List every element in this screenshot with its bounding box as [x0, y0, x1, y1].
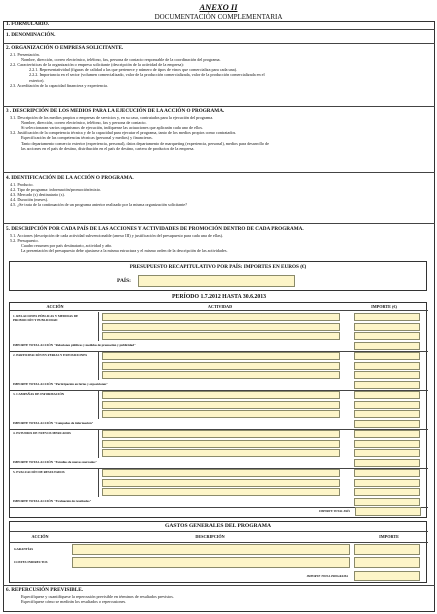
- period-title: PERÍODO 1.7.2012 HASTA 30.6.2013: [171, 294, 267, 300]
- activity-input[interactable]: [102, 410, 340, 418]
- activity-input[interactable]: [102, 479, 340, 487]
- section-identificacion: [3, 173, 435, 224]
- general-col-descripcion: DESCRIPCIÓN: [195, 534, 225, 539]
- s3-line-2: Nombre, dirección, correo electrónico, teléfono, fax y persona de contacto.: [21, 119, 147, 125]
- total-programa-input[interactable]: [354, 571, 420, 581]
- activity-input[interactable]: [102, 391, 340, 399]
- action-total-input[interactable]: [354, 342, 420, 350]
- activity-input[interactable]: [102, 313, 340, 321]
- section-descripcion-acciones: [3, 224, 435, 260]
- action-column-divider: [98, 429, 99, 458]
- action-name: 4. ESTUDIOS DE NUEVOS MERCADOS: [13, 431, 71, 435]
- activity-input[interactable]: [102, 488, 340, 496]
- total-programa-label: IMPORTE TOTAL PROGRAMA: [306, 574, 348, 578]
- s2-line-2: Nombre, dirección, correo electrónico, teléfono, fax, persona de contacto responsable de la coordinación del programa.: [21, 56, 221, 62]
- s3-line-3: Si seleccionaran varios organismos de ejecución, indíquense las actuaciones que aplicarán cada uno de ellos.: [21, 124, 204, 130]
- general-row-garantias-label: GARANTÍAS: [14, 547, 34, 551]
- col-header-actividad: ACTIVIDAD: [207, 304, 233, 309]
- amount-input[interactable]: [354, 469, 420, 477]
- amount-input[interactable]: [354, 488, 420, 496]
- s4-line-3: 4.3. Mercado (s) destinatario (s).: [10, 191, 65, 197]
- amount-input[interactable]: [354, 313, 420, 321]
- s2-line-3: 2.2. Características de la organización o empresa solicitante (descripción de la actividad de la empresa):: [10, 61, 184, 67]
- amount-input[interactable]: [354, 440, 420, 448]
- amount-input[interactable]: [354, 362, 420, 370]
- action-total-input[interactable]: [354, 381, 420, 389]
- amount-input[interactable]: [354, 430, 420, 438]
- action-column-divider: [98, 351, 99, 380]
- activity-input[interactable]: [102, 332, 340, 340]
- section-organizacion-title: 2. ORGANIZACIÓN O EMPRESA SOLICITANTE.: [6, 45, 124, 51]
- activity-input[interactable]: [102, 401, 340, 409]
- action-column-divider: [98, 390, 99, 419]
- section-repercusion: [3, 585, 435, 604]
- general-row-costes-label: COSTES INDIRECTOS: [14, 560, 48, 564]
- general-col-accion: ACCIÓN: [31, 534, 49, 539]
- action-column-divider: [98, 468, 99, 497]
- activity-input[interactable]: [102, 430, 340, 438]
- activity-input[interactable]: [102, 371, 340, 379]
- country-label: PAÍS:: [117, 278, 131, 284]
- s2-line-4: 2.2.1. Representatividad (figuras de calidad a las que pertenece y número de tipos de vinos que comercializa para cada una).: [29, 67, 238, 73]
- action-name: 3. CAMPAÑAS DE INFORMACIÓN: [13, 392, 65, 396]
- action-total-input[interactable]: [354, 498, 420, 506]
- budget-title: PRESUPUESTO RECAPITULATIVO POR PAÍS: IMPORTES EN EUROS (€): [129, 264, 307, 270]
- action-name: 1. RELACIONES PÚBLICAS Y MEDIDAS DE PROMOCIÓN Y PUBLICIDAD: [13, 314, 79, 322]
- action-total-label: IMPORTE TOTAL ACCIÓN "Evaluación de resultados": [13, 499, 92, 503]
- s4-line-4: 4.4. Duración (meses).: [10, 197, 49, 203]
- section-formulario-title: 1. FORMULARIO.: [6, 21, 50, 27]
- s5-line-2: 5.2. Presupuesto.: [10, 237, 39, 243]
- s3-line-6: Tanto departamento comercio exterior (experiencia, personal), datos departamento de marqueting (experiencia, personal), medios para desarrollo de: [21, 140, 269, 146]
- s3-line-5: Especificación de las competencias técnicas (personal y medios) y financieras.: [21, 135, 153, 141]
- s4-line-2: 4.2. Tipo de programa: información/promoción/mixto.: [10, 186, 102, 192]
- annex-title: ANEXO II: [199, 2, 238, 12]
- s5-line-4: La presentación del presupuesto debe ajustarse a la misma estructura y el mismo orden de la descripción de las actividades.: [21, 248, 228, 254]
- country-input[interactable]: [138, 275, 295, 287]
- amount-input[interactable]: [354, 391, 420, 399]
- s2-line-5: 2.2.2. Importancia en el sector (volumen comercializado, valor de la producción comercializada, valor de la producción comercializada en el: [29, 72, 265, 78]
- general-col-importe: IMPORTE: [379, 534, 399, 539]
- budget-header-box: [9, 261, 427, 291]
- section-identificacion-title: 4. IDENTIFICACIÓN DE LA ACCIÓN O PROGRAMA.: [6, 175, 134, 181]
- action-total-label: IMPORTE TOTAL ACCIÓN "Relaciones públicas y medidas de promoción y publicidad": [13, 343, 136, 347]
- activity-input[interactable]: [102, 323, 340, 331]
- garantias-description-input[interactable]: [72, 544, 350, 555]
- section-formulario: [3, 21, 435, 30]
- s2-line-7: 2.3. Acreditación de la capacidad financiera y experiencia.: [10, 82, 108, 88]
- activity-input[interactable]: [102, 352, 340, 360]
- section-medios-title: 3 . DESCRIPCIÓN DE LOS MEDIOS PARA LA EJECUCIÓN DE LA ACCIÓN O PROGRAMA.: [6, 108, 225, 114]
- s5-line-1: 5.1. Acciones (descripción de cada actividad subvencionable (anexo III) y justificación del presupuesto para cada una de ellas).: [10, 232, 224, 238]
- general-header-divider: [10, 542, 428, 543]
- section-denominacion-title: 1. DENOMINACIÓN.: [6, 32, 56, 38]
- general-title: GASTOS GENERALES DEL PROGRAMA: [164, 523, 272, 529]
- section-denominacion: [3, 30, 435, 44]
- action-total-input[interactable]: [354, 420, 420, 428]
- section-descripcion-title: 5. DESCRIPCIÓN POR CADA PAÍS DE LAS ACCIONES Y ACTIVIDADES DE PROMOCIÓN DENTRO DE CADA PROGRAMA.: [6, 226, 304, 232]
- amount-input[interactable]: [354, 449, 420, 457]
- action-column-divider: [98, 312, 99, 341]
- action-total-label: IMPORTE TOTAL ACCIÓN "Participación en ferias y exposiciones": [13, 382, 109, 386]
- amount-input[interactable]: [354, 410, 420, 418]
- action-total-input[interactable]: [354, 459, 420, 467]
- action-name: 5. EVALUACIÓN DE RESULTADOS: [13, 470, 65, 474]
- s4-line-1: 4.1. Producto.: [10, 181, 34, 187]
- activity-input[interactable]: [102, 440, 340, 448]
- general-title-divider: [10, 531, 428, 532]
- amount-input[interactable]: [354, 352, 420, 360]
- section-medios: [3, 107, 435, 173]
- costes-description-input[interactable]: [72, 557, 350, 568]
- section-repercusion-title: 6. REPERCUSIÓN PREVISIBLE.: [6, 587, 83, 593]
- s3-line-4: 3.2. Justificación de la competencia técnica y de la capacidad para ejecutar el programa, tanto de los medios propios como contratados.: [10, 130, 237, 136]
- activity-input[interactable]: [102, 469, 340, 477]
- s2-line-1: 2.1. Presentación.: [10, 51, 40, 57]
- action-total-label: IMPORTE TOTAL ACCIÓN "Campañas de información": [13, 421, 94, 425]
- action-total-label: IMPORTE TOTAL ACCIÓN "Estudios de nuevos mercados": [13, 460, 98, 464]
- s4-line-5: 4.5. ¿Se trata de la continuación de un programa anterior realizado por la misma organización solicitante?: [10, 202, 188, 208]
- amount-input[interactable]: [354, 332, 420, 340]
- s6-line-2: Especifíquese cómo se medirán los resultados o repercusiones.: [21, 598, 127, 604]
- amount-input[interactable]: [354, 323, 420, 331]
- activity-input[interactable]: [102, 449, 340, 457]
- s6-line-1: Especifíquese y cuantifíquese la repercusión previsible en términos de resultados previstos.: [21, 593, 174, 599]
- col-header-importe: IMPORTE (€): [371, 304, 397, 309]
- action-name: 2. PARTICIPACIÓN EN FERIAS Y EXPOSICIONES: [13, 353, 88, 357]
- amount-input[interactable]: [354, 371, 420, 379]
- s3-line-1: 3.1. Descripción de los medios propios o empresas de servicios y, en su caso, contratados para la ejecución del programa.: [10, 114, 214, 120]
- table-header-divider: [10, 310, 428, 311]
- s2-line-6: exterior).: [29, 77, 45, 83]
- total-pais-input[interactable]: [355, 507, 421, 516]
- costes-amount-input[interactable]: [354, 557, 420, 568]
- annex-subtitle: DOCUMENTACIÓN COMPLEMENTARIA: [154, 13, 283, 21]
- actions-table: [9, 302, 427, 518]
- col-header-accion: ACCIÓN: [46, 304, 64, 309]
- garantias-amount-input[interactable]: [354, 544, 420, 555]
- amount-input[interactable]: [354, 401, 420, 409]
- total-pais-label: IMPORTE TOTAL PAÍS: [319, 509, 350, 513]
- general-expenses-table: [9, 521, 427, 583]
- activity-input[interactable]: [102, 362, 340, 370]
- s3-line-7: las acciones en el país de destino, distribución en el país de destino, cartera de productos de la empresa.: [21, 145, 195, 151]
- amount-input[interactable]: [354, 479, 420, 487]
- s5-line-3: Cuadro resumen por país destinatario, actividad y año.: [21, 242, 113, 248]
- section-organizacion: [3, 44, 435, 107]
